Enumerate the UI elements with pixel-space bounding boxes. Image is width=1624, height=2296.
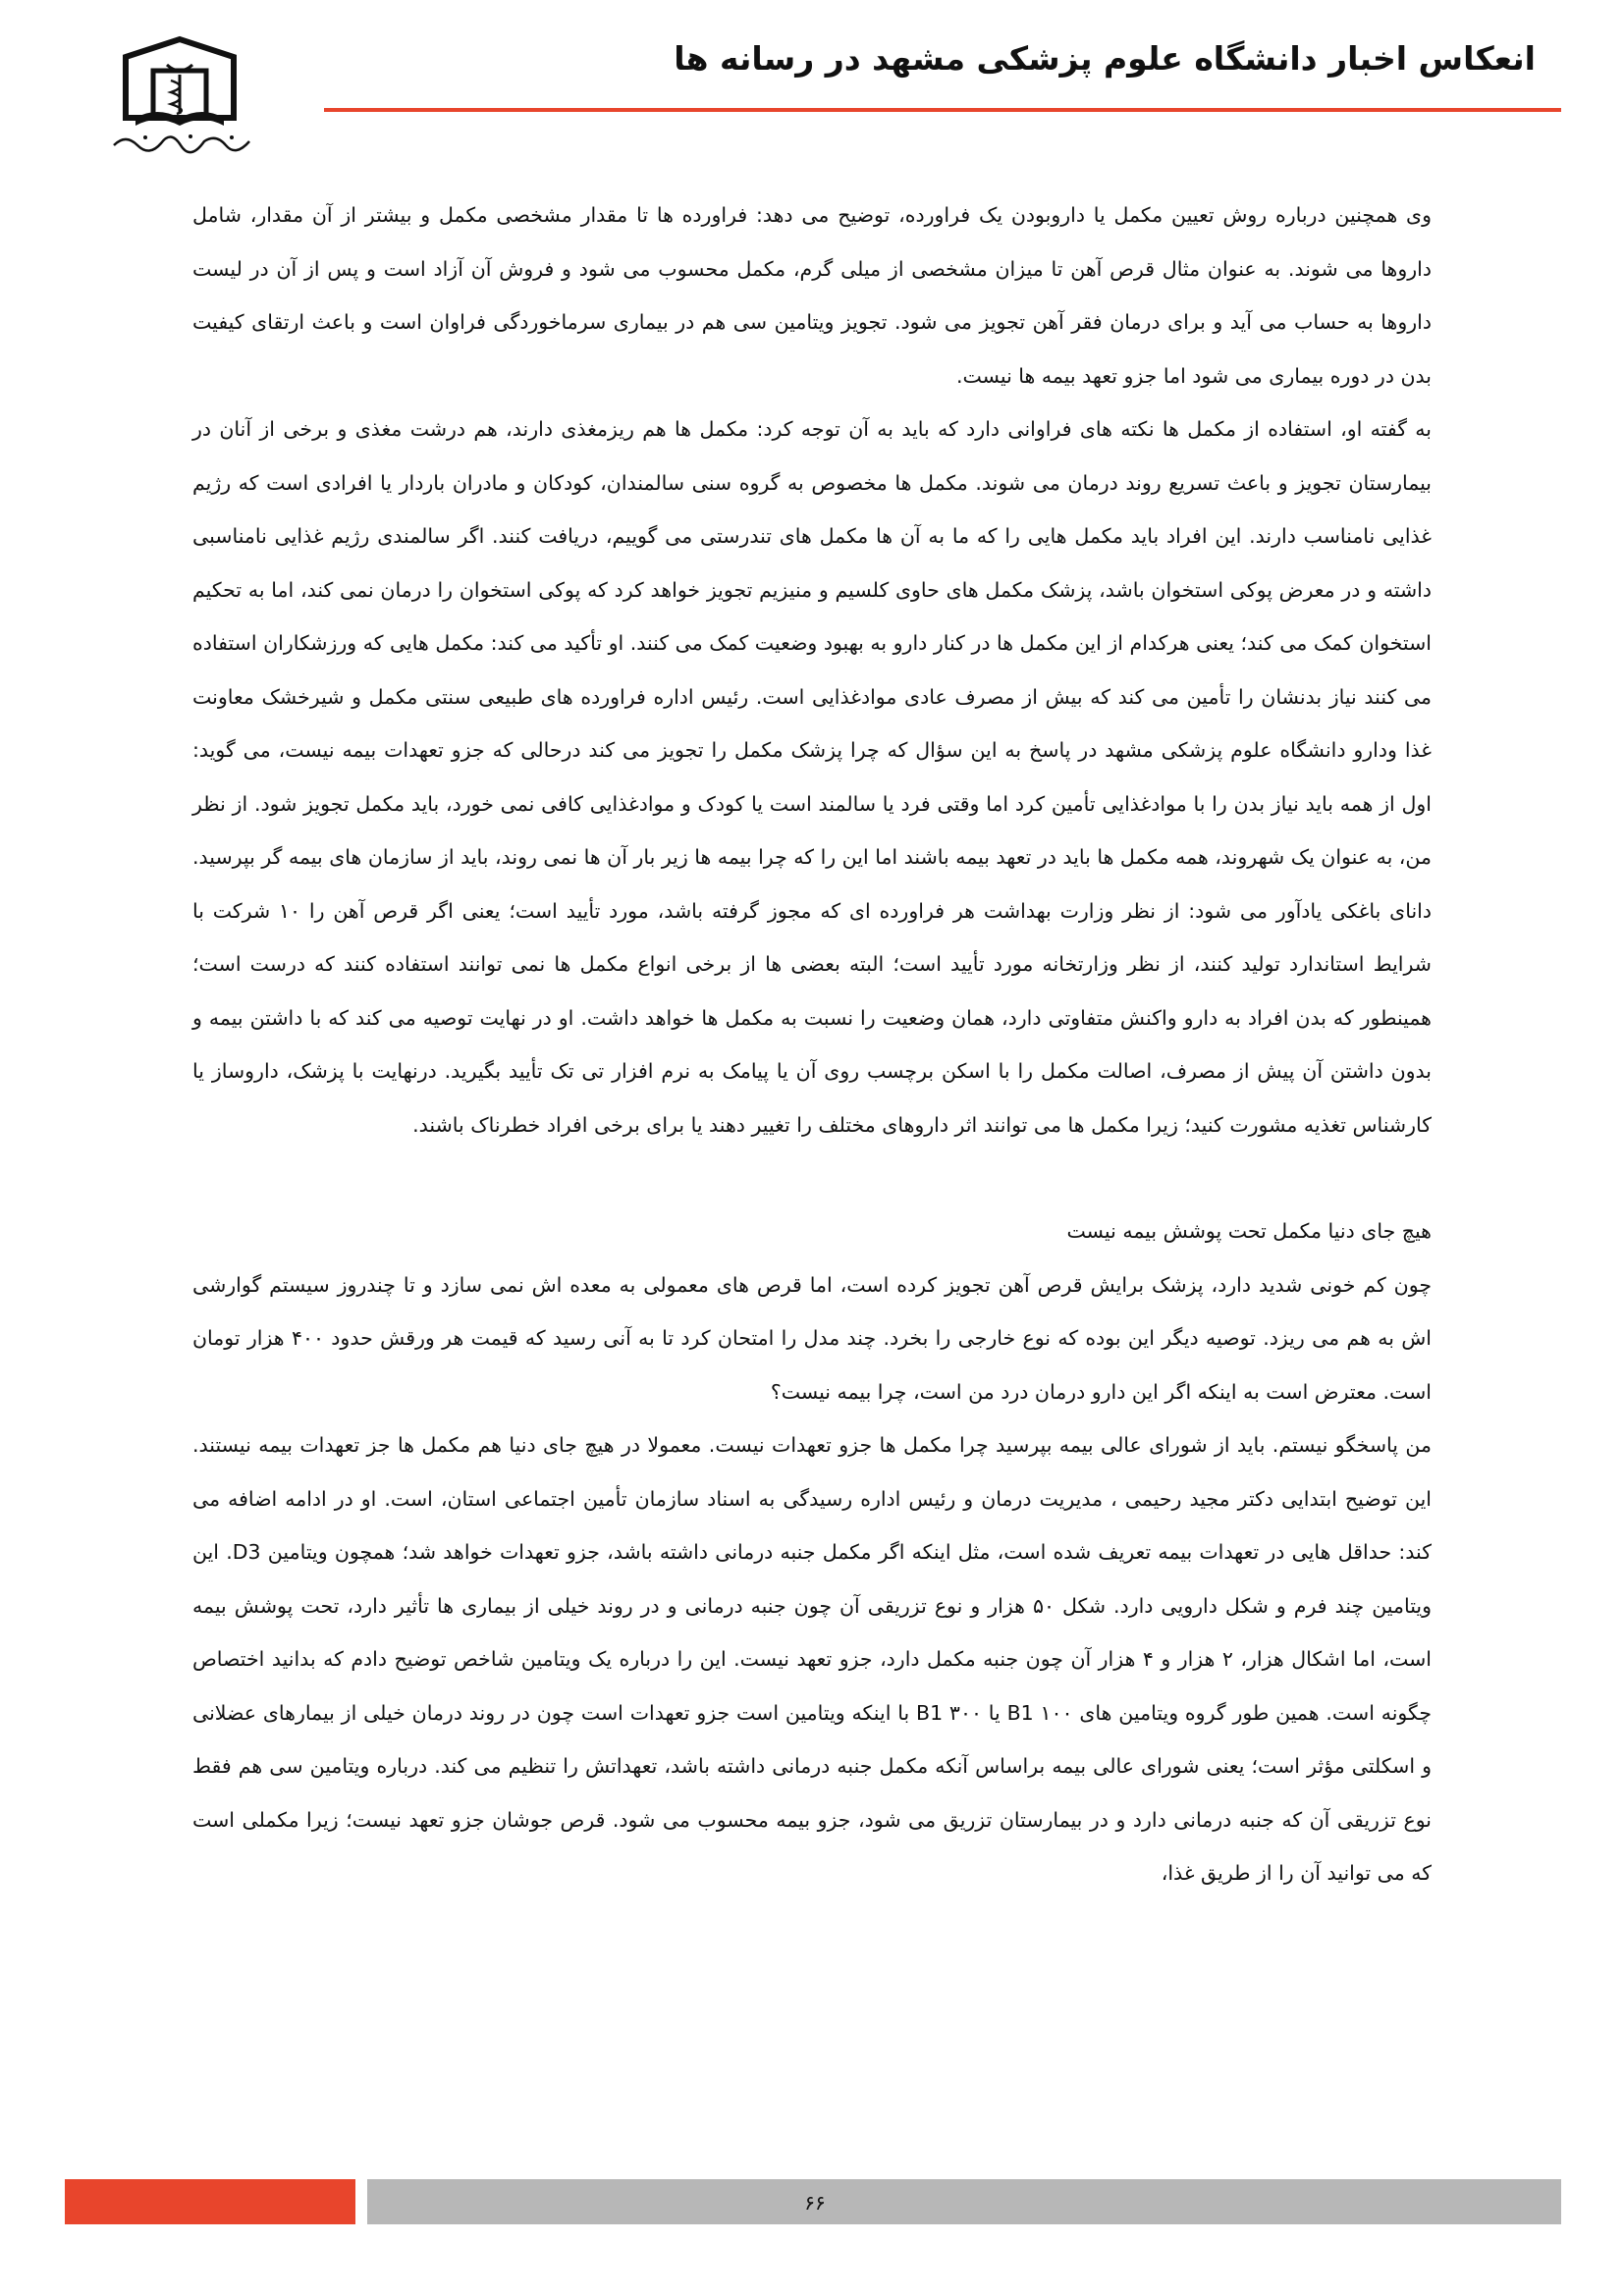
university-crest-icon	[106, 35, 253, 163]
paragraph-supplement-usage: به گفته او، استفاده از مکمل ها نکته های فراوانی دارد که باید به آن توجه کرد: مکمل ها هم ریزمغذی دارند، هم درشت مغذی و برخی از آنان در بیمارستان تجویز و باعث تسریع روند درمان می شوند. مکمل ها مخصوص به گروه سنی سالمندان، کودکان و مادران باردار یا افرادی است که رژیم غذایی نامناسب دارند. این افراد باید مکمل هایی را که ما به آن ها مکمل های تندرستی می گوییم، دریافت کنند. اگر سالمندی رژیم غذایی نامناسبی داشته و در معرض پوکی استخوان باشد، پزشک مکمل های حاوی کلسیم و منیزیم تجویز خواهد کرد که پوکی استخوان را درمان نمی کند، اما به تحکیم استخوان کمک می کند؛ یعنی هرکدام از این مکمل ها در کنار دارو به بهبود وضعیت کمک می کنند. او تأکید می کند: مکمل هایی که ورزشکاران استفاده می کنند نیاز بدنشان را تأمین می کند که بیش از مصرف عادی موادغذایی است. رئیس اداره فراورده های طبیعی سنتی مکمل و شیرخشک معاونت غذا ودارو دانشگاه علوم پزشکی مشهد در پاسخ به این سؤال که چرا پزشک مکمل را تجویز می کند درحالی که جزو تعهدات بیمه نیست، می گوید: اول از همه باید نیاز بدن را با موادغذایی تأمین کرد اما وقتی فرد یا سالمند است یا کودک و موادغذایی کافی نمی خورد، باید مکمل تجویز شود. از نظر من، به عنوان یک شهروند، همه مکمل ها باید در تعهد بیمه باشند اما این را که چرا بیمه ها زیر بار آن ها نمی روند، باید از سازمان های بیمه گر بپرسید. دانای باغکی یادآور می شود: از نظر وزارت بهداشت هر فراورده ای که مجوز گرفته باشد، مورد تأیید است؛ یعنی اگر قرص آهن را ۱۰ شرکت با شرایط استاندارد تولید کنند، از نظر وزارتخانه مورد تأیید است؛ البته بعضی ها از برخی انواع مکمل ها نمی توانند استفاده کنند که درست است؛ همینطور که بدن افراد به دارو واکنش متفاوتی دارد، همان وضعیت را نسبت به مکمل ها خواهد داشت. او در نهایت توصیه می کند که با داشتن بیمه و بدون داشتن آن پیش از مصرف، اصالت مکمل را با اسکن برچسب روی آن یا پیامک به نرم افزار تی تک تأیید بگیرید. درنهایت با پزشک، داروساز یا کارشناس تغذیه مشورت کنید؛ زیرا مکمل ها می توانند اثر داروهای مختلف را تغییر دهند یا برای برخی افراد خطرناک باشند.	[192, 417, 1432, 1137]
page-header-title: انعکاس اخبار دانشگاه علوم پزشکی مشهد در رسانه ها	[674, 39, 1536, 78]
paragraph-spacer	[192, 1151, 1432, 1204]
header-divider	[324, 108, 1561, 112]
section-subheading: هیچ جای دنیا مکمل تحت پوشش بیمه نیست	[1066, 1219, 1432, 1243]
footer-bar	[367, 2179, 1561, 2224]
paragraph-patient-story: چون کم خونی شدید دارد، پزشک برایش قرص آهن تجویز کرده است، اما قرص های معمولی به معده اش نمی سازد و تا چندروز سیستم گوارشی اش به هم می ریزد. توصیه دیگر این بوده که نوع خارجی را بخرد. چند مدل را امتحان کرد تا به آنی رسید که قیمت هر ورقش حدود ۴۰۰ هزار تومان است. معترض است به اینکه اگر این دارو درمان درد من است، چرا بیمه نیست؟	[192, 1272, 1432, 1404]
paragraph-insurance-response: من پاسخگو نیستم. باید از شورای عالی بیمه بپرسید چرا مکمل ها جزو تعهدات نیست. معمولا در هیچ جای دنیا هم مکمل ها جز تعهدات بیمه نیستند. این توضیح ابتدایی دکتر مجید رحیمی ، مدیریت درمان و رئیس اداره رسیدگی به اسناد سازمان تأمین اجتماعی استان، است. او در ادامه اضافه می کند: حداقل هایی در تعهدات بیمه تعریف شده است، مثل اینکه اگر مکمل جنبه درمانی داشته باشد، جزو تعهدات خواهد شد؛ همچون ویتامین D3. این ویتامین چند فرم و شکل دارویی دارد. شکل ۵۰ هزار و نوع تزریقی آن چون جنبه درمانی و در روند خیلی از بیماری ها تأثیر دارد، تحت پوشش بیمه است، اما اشکال هزار، ۲ هزار و ۴ هزار آن چون جنبه مکمل دارد، جزو تعهد نیست. این را درباره یک ویتامین شاخص توضیح دادم که بدانید اختصاص چگونه است. همین طور گروه ویتامین های B1 ۱۰۰ یا B1 ۳۰۰ با اینکه ویتامین است جزو تعهدات است چون در روند درمان خیلی از بیمارهای عضلانی و اسکلتی مؤثر است؛ یعنی شورای عالی بیمه براساس آنکه مکمل جنبه درمانی داشته باشد، تعهداتش را تنظیم می کند. درباره ویتامین سی هم فقط نوع تزریقی آن که جنبه درمانی دارد و در بیمارستان تزریق می شود، جزو بیمه محسوب می شود. قرص جوشان جزو تعهد نیست؛ زیرا مکملی است که می توانید آن را از طریق غذا،	[192, 1433, 1433, 1885]
footer-accent-bar	[65, 2179, 355, 2224]
article-body	[192, 188, 1432, 1900]
page-number: ۶۶	[804, 2191, 826, 2215]
paragraph-supplement-definition: وی همچنین درباره روش تعیین مکمل یا داروبودن یک فراورده، توضیح می دهد: فراورده ها تا مقدار مشخصی مکمل و بیشتر از آن مقدار، شامل داروها می شوند. به عنوان مثال قرص آهن تا میزان مشخصی از میلی گرم، مکمل محسوب می شود و فروش آن آزاد است و پس از آن در لیست داروها به حساب می آید و برای درمان فقر آهن تجویز می شود. تجویز ویتامین سی هم در بیماری سرماخوردگی فراوان است و باعث ارتقای کیفیت بدن در دوره بیماری می شود اما جزو تعهد بیمه ها نیست.	[192, 203, 1432, 388]
